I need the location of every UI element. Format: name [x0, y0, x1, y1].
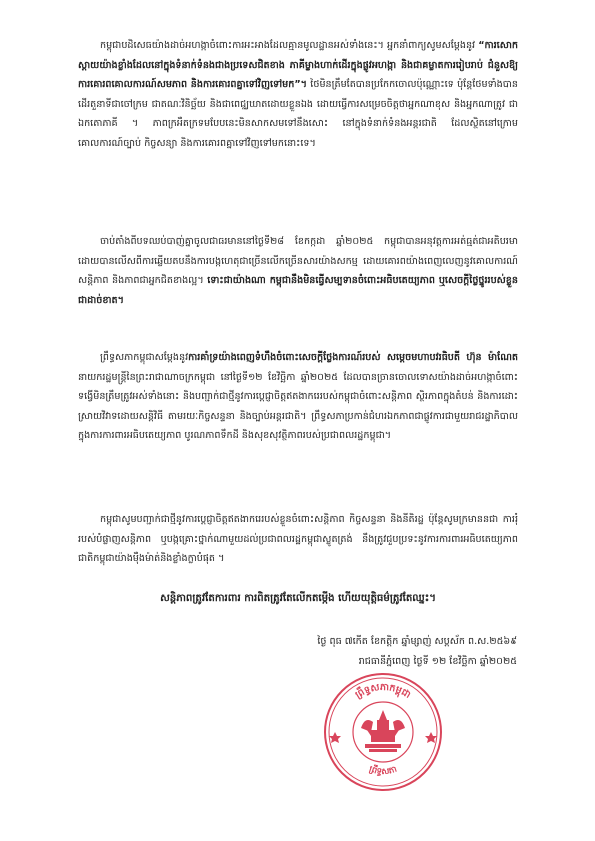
paragraph-1-bold: “ការសោកស្ដាយយ៉ាងខ្លាំងដែលនៅក្នុងទំនាក់ទំនងជាងប្រទេសជិតខាង ភាគីម្ខាងហាក់ដើរក្នុងផ្លូវអហង្កា និងជាគម្លាតការរៀបរាប់ ជំនួសឱ្យការគោរពគោលការណ៍សមភាព និងការគោរពគ្នាទៅវិញទៅមក”។ [78, 40, 518, 91]
lunar-date-line: ថ្ងៃ ពុធ ៧កើត ខែកត្តិក ឆ្នាំម្សាញ់ សប្តស័ក ព.ស.២៥៦៩ [317, 636, 517, 647]
paragraph-3-text: ព្រឹទ្ធសភាកម្ពុជាសម្ដែងនូវ [100, 352, 189, 363]
seal-top-text: ព្រឹទ្ធសភាកម្ពុជា [353, 681, 413, 701]
paragraph-3 [78, 348, 518, 446]
paragraph-4-text: កម្ពុជាសូមបញ្ជាក់ជាថ្មីនូវការប្ដេជ្ញាចិត្តឥតងាករេរបស់ខ្លួនចំពោះសន្តិភាព កិច្ចសន្ទនា និងនីតិរដ្ឋ ប៉ុន្តែសូមក្រមាននជា ការរុំរបស់បំផ្លាញសន្តិភាព ឬបង្កគ្រោះថ្នាក់ណាមួយដល់ប្រជាពលរដ្ឋកម្ពុជាស្លូតត្រង់ នឹងត្រូវជួបប្រទះនូវការការពារអធិបតេយ្យភាពជាតិកម្ពុជាយ៉ាងម៉ឺងម៉ាត់និងខ្លាំងក្លាបំផុត ។ [78, 514, 518, 565]
paragraph-3-tail: នាយករដ្ឋមន្ត្រីនៃព្រះរាជាណាចក្រកម្ពុជា នៅថ្ងៃទី១២ ខែវិច្ឆិកា ឆ្នាំ២០២៥ ដែលបានច្រានចោលទោសយ៉ាងដាច់អហង្កាចំពោះទង្វើមិនត្រឹមត្រូវអស់ទាំងនោះ និងបញ្ជាក់ជាថ្មីនូវការប្ដេជ្ញាចិត្តឥតងាករេរបស់កម្ពុជាចំពោះសន្តិភាព ស្ថិរភាពក្នុងតំបន់ និងការដោះស្រាយវិវាទដោយសន្តិវិធី តាមរយៈកិច្ចសន្ទនា និងច្បាប់អន្តរជាតិ។ ព្រឹទ្ធសភាប្រកាន់ជំហរឯកភាពជាផ្លូវការជាមួយរាជរដ្ឋាភិបាលក្នុងការការពារអធិបតេយ្យភាព បូរណភាពទឹកដី និងសុខសុវត្ថិភាពរបស់ប្រជាពលរដ្ឋកម្ពុជា។ [78, 371, 518, 442]
paragraph-2 [78, 232, 518, 310]
paragraph-3-bold: ការគាំទ្រយ៉ាងពេញទំហឹងចំពោះសេចក្ដីថ្លែងការណ៍របស់ សម្ដេចមហាបវរធិបតី ហ៊ុន ម៉ាណែត [188, 352, 518, 363]
paragraph-4 [78, 510, 518, 569]
paragraph-1-text: កម្ពុជាបដិសេធយ៉ាងដាច់អហង្កាចំពោះការអះអាងដែលគ្មានមូលដ្ឋានអស់ទាំងនេះ។ អ្នកនាំពាក្យសូមសម្ដែងនូវ [100, 40, 479, 51]
paragraph-2-text: ចាប់តាំងពីបទឈប់បាញ់គ្នាចូលជាធរមាននៅថ្ងៃទី២៨ ខែកក្កដា ឆ្នាំ២០២៥ កម្ពុជាបានអនុវត្តការអត់ធ្មត់ជាអតិបរមា ដោយបានលើសពីការឆ្លើយតបនឹងការបង្កហេតុជាច្រើនលើកច្រើនសារយ៉ាងសកម្ម ដោយគោរពយ៉ាងពេញលេញនូវគោលការណ៍សន្តិភាព និងភាពជាអ្នកជិតខាងល្អ។ [78, 236, 518, 287]
seal-emblem-icon [361, 710, 405, 752]
paragraph-1 [78, 36, 518, 154]
paragraph-2-bold: ទោះជាយ៉ាងណា កម្ពុជានឹងមិនធ្វើសម្បទានចំពោះអធិបតេយ្យភាព ឬសេចក្ដីថ្លៃថ្នូររបស់ខ្លួនជាដាច់ខាត។ [78, 275, 518, 306]
paragraph-1-tail: ថៃមិនត្រឹមតែបានប្រកែកចោលប៉ុណ្ណោះទេ ប៉ុន្តែថែមទាំងបានដើរតួនាទីជាចៅក្រម ជាតណៈវិនិច្ឆ័យ និងជាពេជ្ឈឃាតដោយខ្លួនឯង ដោយធ្វើការសម្រេចចិត្តថាអ្នកណាខុស និងអ្នកណាត្រូវ ជាឯកតោភាគី ។ ភាពក្រអឺតក្រទមបែបនេះមិនសាកសមទៅនឹងសោះ នៅក្នុងទំនាក់ទំនងអន្តរជាតិ ដែលស្ថិតនៅក្រោមគោលការណ៍ច្បាប់ កិច្ចសន្យា និងការគោរពគ្នាទៅវិញទៅមកនោះទេ។ [78, 79, 518, 149]
closing-slogan: សន្តិភាពត្រូវតែការពារ ការពិតត្រូវតែលើកតម្កើង ហើយយុត្តិធម៌ត្រូវតែឈ្នះ។ [160, 593, 436, 604]
place-date-line: រាជធានីភ្នំពេញ ថ្ងៃទី ១២ ខែវិច្ឆិកា ឆ្នាំ២០២៥ [358, 656, 517, 667]
senate-seal-stamp [321, 670, 445, 794]
seal-bottom-text: ព្រឹទ្ធសភា [367, 764, 399, 778]
